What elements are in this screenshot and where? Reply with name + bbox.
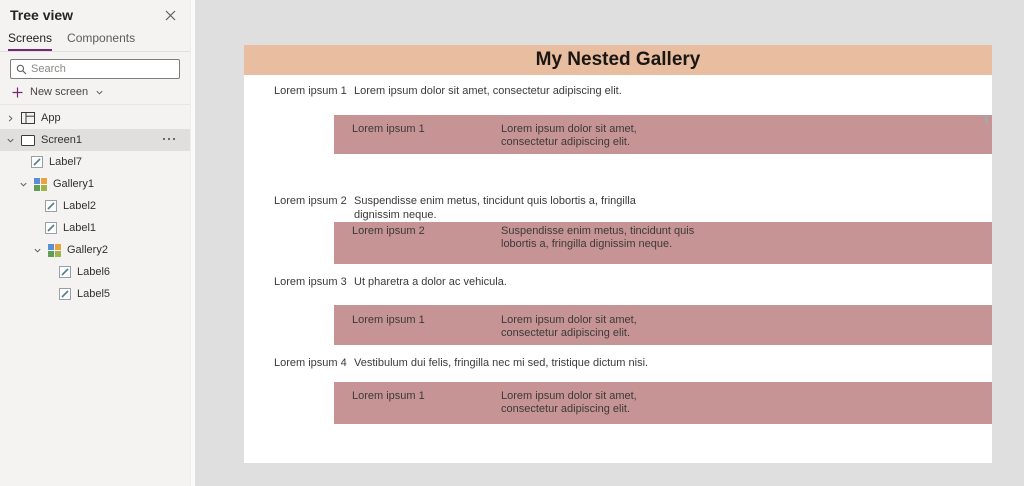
nested-gallery-row[interactable]	[334, 305, 992, 345]
gallery-scrollbar[interactable]	[985, 115, 988, 123]
tree-item-label7[interactable]	[0, 151, 190, 173]
tree-item-label: Label2	[63, 200, 97, 212]
chevron-down-icon[interactable]	[33, 246, 42, 255]
tree-item-label1[interactable]	[0, 217, 190, 239]
label-icon	[59, 266, 71, 278]
tree-view	[0, 107, 190, 305]
nested-row-label[interactable]: Lorem ipsum 2	[352, 225, 425, 237]
tree-item-gallery1[interactable]	[0, 173, 190, 195]
nested-row-label[interactable]: Lorem ipsum 1	[352, 390, 425, 402]
plus-icon	[12, 87, 23, 98]
nested-row-label[interactable]: Lorem ipsum 1	[352, 314, 425, 326]
app-icon	[21, 112, 35, 124]
panel-scrollbar[interactable]	[190, 0, 195, 486]
tree-item-label: Label7	[49, 156, 83, 168]
gallery-row-body[interactable]: Lorem ipsum dolor sit amet, consectetur adipiscing elit.	[354, 85, 622, 97]
nested-row-body[interactable]: Suspendisse enim metus, tincidunt quis lobortis a, fringilla dignissim neque.	[501, 225, 695, 250]
nested-row-body[interactable]: Lorem ipsum dolor sit amet, consectetur adipiscing elit.	[501, 390, 637, 415]
tree-item-label: Gallery2	[67, 244, 108, 256]
gallery-row-label[interactable]: Lorem ipsum 4	[274, 357, 347, 369]
tree-item-label: Screen1	[41, 134, 82, 146]
nested-row-body[interactable]: Lorem ipsum dolor sit amet, consectetur adipiscing elit.	[501, 314, 637, 339]
gallery-row-body[interactable]: Ut pharetra a dolor ac vehicula.	[354, 276, 507, 288]
tree-item-label5[interactable]	[0, 283, 190, 305]
chevron-down-icon[interactable]	[6, 136, 15, 145]
gallery-row-label[interactable]: Lorem ipsum 2	[274, 195, 347, 207]
new-screen-button[interactable]	[12, 86, 190, 104]
panel-divider	[0, 104, 190, 105]
more-options-icon[interactable]	[162, 137, 176, 141]
label-icon	[45, 200, 57, 212]
gallery-row-body[interactable]: Vestibulum dui felis, fringilla nec mi sed, tristique dictum nisi.	[354, 357, 649, 369]
nested-row-label[interactable]: Lorem ipsum 1	[352, 123, 425, 135]
tree-item-label: App	[41, 112, 61, 124]
chevron-down-icon[interactable]	[95, 88, 104, 97]
tree-item-label: Label1	[63, 222, 97, 234]
label-icon	[59, 288, 71, 300]
search-icon	[16, 64, 27, 75]
label-icon	[31, 156, 43, 168]
chevron-right-icon[interactable]	[6, 114, 15, 123]
app-title: My Nested Gallery	[535, 49, 701, 70]
chevron-down-icon[interactable]	[19, 180, 28, 189]
panel-tabs	[0, 27, 190, 52]
label-icon	[45, 222, 57, 234]
tree-item-label2[interactable]	[0, 195, 190, 217]
search-box[interactable]	[10, 59, 180, 79]
tree-item-label: Label6	[77, 266, 111, 278]
nested-row-body[interactable]: Lorem ipsum dolor sit amet, consectetur adipiscing elit.	[501, 123, 637, 148]
panel-title: Tree view	[10, 7, 74, 23]
tree-item-label: Gallery1	[53, 178, 94, 190]
gallery-row-label[interactable]: Lorem ipsum 3	[274, 276, 347, 288]
gallery-row-label[interactable]: Lorem ipsum 1	[274, 85, 347, 97]
nested-gallery-row[interactable]	[334, 382, 992, 424]
screen-canvas[interactable]	[244, 45, 992, 463]
panel-header	[0, 0, 190, 27]
tree-item-gallery2[interactable]	[0, 239, 190, 261]
nested-gallery-row[interactable]	[334, 222, 992, 264]
gallery-icon	[48, 244, 61, 257]
screen-icon	[21, 135, 35, 146]
gallery-row-body[interactable]: Suspendisse enim metus, tincidunt quis lobortis a, fringilla dignissim neque.	[354, 195, 636, 221]
header-banner[interactable]	[244, 45, 992, 75]
close-icon[interactable]	[163, 8, 178, 23]
tree-view-panel	[0, 0, 190, 486]
tab-components[interactable]: Components	[67, 31, 136, 45]
tree-item-label6[interactable]	[0, 261, 190, 283]
new-screen-label: New screen	[30, 86, 89, 98]
search-input[interactable]	[31, 63, 174, 75]
tree-item-screen1[interactable]	[0, 129, 190, 151]
tree-item-label: Label5	[77, 288, 111, 300]
nested-gallery-row[interactable]	[334, 115, 992, 154]
tab-screens[interactable]: Screens	[8, 31, 52, 51]
tree-item-app[interactable]	[0, 107, 190, 129]
gallery-icon	[34, 178, 47, 191]
